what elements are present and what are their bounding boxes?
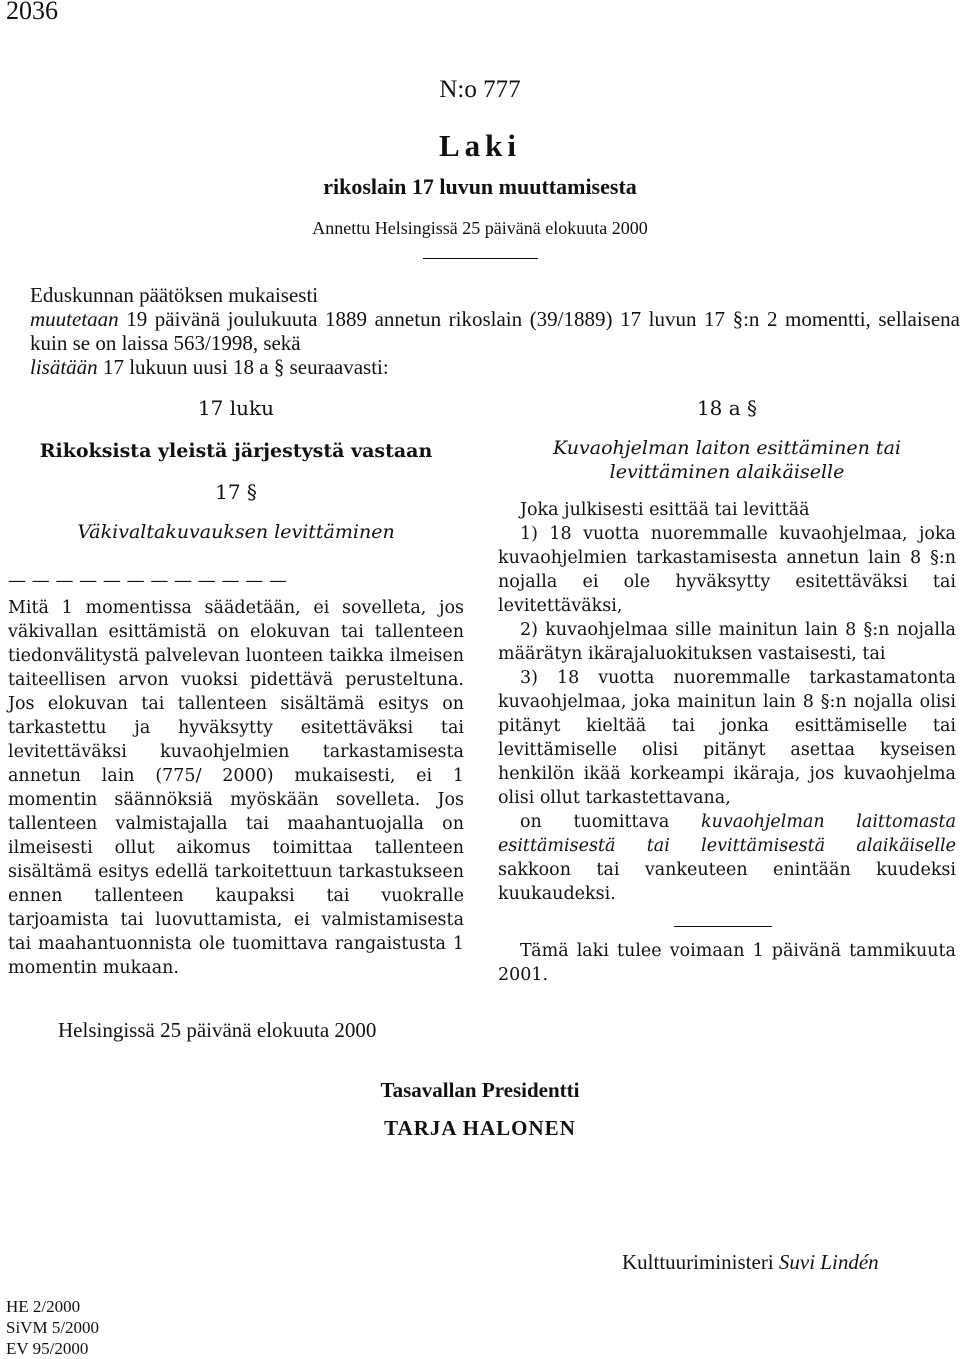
- president-title: Tasavallan Presidentti: [380, 1078, 580, 1102]
- add-verb: lisätään: [30, 355, 98, 379]
- amend-verb: muutetaan: [30, 307, 119, 331]
- law-number: N:o 777: [439, 76, 521, 103]
- effective-clause: Tämä laki tulee voimaan 1 päivänä tammikuuta 2001.: [498, 941, 956, 985]
- section-18a-para-2: 1) 18 vuotta nuoremmalle kuvaohjelmaa, joka kuvaohjelmien tarkastamisesta annetun lain 8 §:n nojalla ei ole hyväksytty esitettäväksi tai levitettäväksi,: [498, 524, 956, 616]
- given-date: Annettu Helsingissä 25 päivänä elokuuta 2000: [312, 218, 648, 238]
- page-number: 2036: [6, 0, 58, 25]
- reference-sivm: SiVM 5/2000: [6, 1318, 100, 1337]
- preamble: [30, 283, 960, 379]
- place-and-date: Helsingissä 25 päivänä elokuuta 2000: [58, 1018, 377, 1042]
- section-17-number: 17 §: [215, 480, 257, 504]
- chapter-heading: Rikoksista yleistä järjestystä vastaan: [39, 440, 433, 462]
- effective-divider: [674, 926, 772, 927]
- section-18a-para-3: 2) kuvaohjelmaa sille mainitun lain 8 §:n nojalla määrätyn ikärajaluokituksen vastaisesti, tai: [498, 620, 956, 664]
- section-18a-penalty: [498, 810, 956, 906]
- minister-name: Suvi Lindén: [778, 1250, 879, 1274]
- section-18a-number: 18 a §: [696, 396, 758, 420]
- preamble-add: [30, 355, 960, 379]
- reference-ev: EV 95/2000: [6, 1339, 89, 1358]
- reference-he: HE 2/2000: [6, 1297, 81, 1316]
- legislative-references: [6, 1296, 99, 1359]
- law-title: Laki: [438, 128, 522, 163]
- minister-title: Kulttuuriministeri: [622, 1250, 779, 1274]
- president-name: TARJA HALONEN: [384, 1116, 576, 1140]
- right-column: [498, 396, 956, 987]
- add-text: 17 lukuun uusi 18 a § seuraavasti:: [97, 355, 389, 379]
- preamble-intro: Eduskunnan päätöksen mukaisesti: [30, 283, 319, 307]
- section-18a-para-4: 3) 18 vuotta nuoremmalle tarkastamatonta kuvaohjelmaa, joka mainitun lain 8 §:n nojalla olisi pitänyt kieltää tai jonka esittämiselle tai levittämiselle olisi pitänyt asettaa kyseisen henkilön ikää korkeampi ikäraja, jos kuvaohjelma olisi ollut tarkastettavana,: [498, 668, 956, 808]
- penalty-pre: on tuomittava: [520, 812, 701, 832]
- penalty-offence: kuvaohjelman laittomasta esittämisestä tai levittämisestä alaikäiselle: [498, 812, 957, 856]
- section-18a-para-1: Joka julkisesti esittää tai levittää: [520, 500, 810, 520]
- section-17-text: Mitä 1 momentissa säädetään, ei sovelleta, jos väkivallan esittämistä on elokuvan tai tallenteen tiedonvälitystä palvelevan luonteen taikka ilmeisen taiteellisen arvon vuoksi pidettävä perusteltuna. Jos elokuvan tai tallenteen sisältämä esitys on tarkastettu ja hyväksytty esitettäväksi tai levitettäväksi kuvaohjelmien tarkastamisesta annetun lain (775/ 2000) mukaisesti, ei 1 momentin säännöksiä myöskään sovelleta. Jos tallenteen valmistajalla tai maahantuojalla on ilmeisesti ollut aikomus toimittaa tallenteen sisältämä esitys edellä tarkoitettuun tarkastukseen ennen tallenteen kaupaksi tai vuokralle tarjoamista tai luovuttamista, ei valmistamisesta tai maahantuonnista ole tuomittava rangaistusta 1 momentin mukaan.: [8, 598, 464, 978]
- omission-dashes: — — — — — — — — — — — —: [8, 570, 287, 591]
- penalty-post: sakkoon tai vankeuteen enintään kuudeksi kuukaudeksi.: [498, 860, 956, 904]
- law-subtitle: rikoslain 17 luvun muuttamisesta: [323, 174, 637, 199]
- header-divider: [423, 258, 538, 259]
- preamble-amend: [30, 307, 960, 355]
- section-18a-heading: Kuvaohjelman laiton esittäminen tai levittäminen alaikäiselle: [553, 437, 901, 483]
- left-column: [8, 396, 464, 980]
- section-17-heading: Väkivaltakuvauksen levittäminen: [77, 521, 395, 543]
- minister-signature: [622, 1250, 879, 1275]
- amend-text: 19 päivänä joulukuuta 1889 annetun rikoslain (39/1889) 17 luvun 17 §:n 2 momentti, sellaisena kuin se on laissa 563/1998, sekä: [30, 307, 960, 355]
- chapter-number: 17 luku: [197, 396, 275, 420]
